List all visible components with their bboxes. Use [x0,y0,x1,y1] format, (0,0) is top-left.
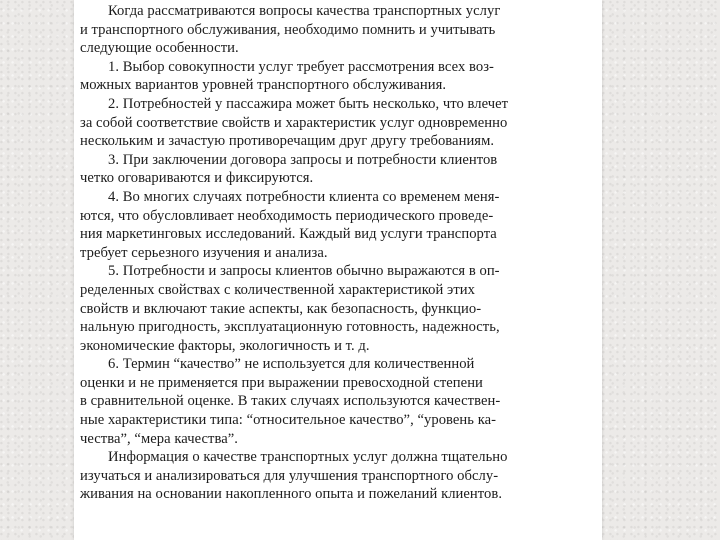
item-5-line-5: экономические факторы, экологичность и т. д. [80,337,370,354]
text-line-3: следующие особенности. [80,40,239,57]
item-1-line-2: можных вариантов уровней транспортного обслуживания. [80,77,447,94]
item-3-line-2: четко оговариваются и фиксируются. [80,170,314,187]
closing-line-1: Информация о качестве транспортных услуг должна тщательно [108,449,508,466]
item-4-line-4: требует серьезного изучения и анализа. [80,244,328,261]
page-text [80,2,594,504]
item-6-line-1: 6. Термин “качество” не используется для количественной [108,356,475,373]
text-line-2: и транспортного обслуживания, необходимо помнить и учитывать [80,21,496,38]
scanned-page [74,0,602,540]
item-1-line-1: 1. Выбор совокупности услуг требует рассмотрения всех воз- [108,58,494,75]
closing-line-3: живания на основании накопленного опыта и пожеланий клиентов. [80,486,503,503]
item-5-line-4: нальную пригодность, эксплуатационную готовность, надежность, [80,319,500,336]
item-2-line-2: за собой соответствие свойств и характеристик услуг одновременно [80,114,508,131]
item-2-line-3: нескольким и зачастую противоречащим друг другу требованиям. [80,133,495,150]
item-3-line-1: 3. При заключении договора запросы и потребности клиентов [108,151,498,168]
item-4-line-2: ются, что обусловливает необходимость периодического проведе- [80,207,494,224]
item-6-line-2: оценки и не применяется при выражении превосходной степени [80,374,483,391]
text-line-1: Когда рассматриваются вопросы качества транспортных услуг [108,3,501,19]
item-6-line-3: в сравнительной оценке. В таких случаях используются качествен- [80,393,501,410]
item-2-line-1: 2. Потребностей у пассажира может быть несколько, что влечет [108,95,509,112]
item-5-line-1: 5. Потребности и запросы клиентов обычно выражаются в оп- [108,263,500,280]
item-4-line-1: 4. Во многих случаях потребности клиента со временем меня- [108,188,500,205]
item-5-line-2: ределенных свойствах с количественной характеристикой этих [80,281,475,298]
item-6-line-4: ные характеристики типа: “относительное качество”, “уровень ка- [80,412,497,429]
closing-line-2: изучаться и анализироваться для улучшения транспортного обслу- [80,467,499,484]
item-5-line-3: свойств и включают такие аспекты, как безопасность, функцио- [80,300,482,317]
item-4-line-3: ния маркетинговых исследований. Каждый вид услуги транспорта [80,226,497,243]
item-6-line-5: чества”, “мера качества”. [80,430,238,447]
